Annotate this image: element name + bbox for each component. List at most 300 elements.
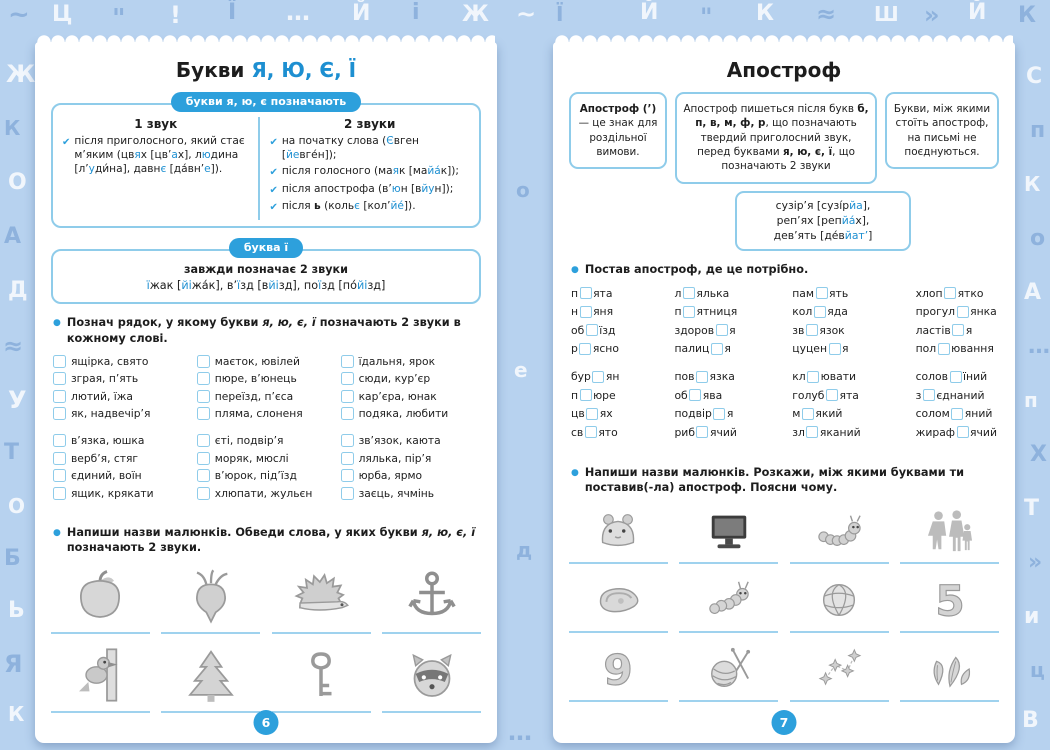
word-part: кол (792, 305, 813, 319)
answer-checkbox[interactable] (53, 372, 66, 385)
word-part: цуцен (792, 342, 828, 356)
rule-item (62, 135, 249, 177)
word-part: р (571, 342, 578, 356)
word-pair-item (197, 469, 335, 482)
apostrophe-word (916, 370, 997, 383)
word-part: ятниця (696, 305, 738, 319)
answer-checkbox[interactable] (197, 372, 210, 385)
apostrophe-word (674, 305, 737, 318)
task-instruction (571, 465, 997, 496)
answer-checkbox[interactable] (341, 355, 354, 368)
decor-letter: К (4, 116, 21, 140)
apostrophe-gap-box[interactable] (592, 371, 604, 383)
word-pair-label: в’юрок, під’їзд (214, 469, 297, 483)
apostrophe-gap-box[interactable] (711, 343, 723, 355)
task-instruction (571, 262, 997, 279)
word-part: яня (593, 305, 614, 319)
word-part: я (965, 323, 973, 337)
apostrophe-gap-box[interactable] (696, 371, 708, 383)
ball-icon (816, 577, 862, 623)
answer-write-line[interactable] (900, 628, 999, 633)
answer-checkbox[interactable] (197, 355, 210, 368)
decor-letter: і (412, 0, 420, 25)
word-part: зв (792, 323, 805, 337)
svg-text:5: 5 (934, 577, 965, 624)
apostrophe-word (571, 370, 619, 383)
word-pair-label: маєток, ювілей (214, 354, 300, 368)
decor-letter: О (8, 494, 26, 518)
word-part: ячий (709, 425, 737, 439)
right-picture-exercise (569, 508, 999, 702)
word-pair-label: пюре, в’юнець (214, 372, 297, 386)
word-pair-item (197, 487, 335, 500)
apostrophe-rule-box: Апостроф пишеться після букв б, п, в, м, ф, р, що позначають твердий приголосний звук, перед буквами я, ю, є, ї, що позначають 2 звуки (675, 92, 877, 184)
word-part: здоров (674, 323, 715, 337)
two-sounds-header: 2 звуки (343, 117, 396, 131)
answer-write-line[interactable] (790, 559, 889, 564)
apostrophe-word (571, 324, 619, 337)
answer-checkbox[interactable] (197, 452, 210, 465)
hedgehog-icon (293, 568, 349, 624)
decor-letter: О (8, 170, 27, 195)
apostrophe-word (792, 287, 860, 300)
answer-checkbox[interactable] (341, 390, 354, 403)
apostrophe-gap-box[interactable] (950, 371, 962, 383)
apostrophe-word (792, 407, 860, 420)
word-part: їний (963, 370, 988, 384)
word-pair-label: єті, подвір’я (214, 434, 284, 448)
title-letters: Я, Ю, Є, Ї (251, 58, 357, 82)
answer-write-line[interactable] (790, 628, 889, 633)
answer-checkbox[interactable] (341, 487, 354, 500)
rule-badge-yi: буква ї (229, 238, 303, 258)
apostrophe-gap-box[interactable] (580, 287, 592, 299)
word-part: пов (674, 370, 695, 384)
task-bullet-icon: ● (53, 318, 61, 329)
word-pair-item (197, 355, 335, 368)
answer-write-line[interactable] (272, 629, 371, 634)
apostrophe-gap-box[interactable] (689, 389, 701, 401)
apostrophe-word (674, 426, 737, 439)
apostrophe-gap-box[interactable] (816, 287, 828, 299)
answer-write-line[interactable] (161, 629, 260, 634)
apostrophe-gap-box[interactable] (585, 426, 597, 438)
word-pair-label: заєць, ячмінь (358, 486, 435, 500)
check-icon: ✔ (269, 202, 278, 214)
apple-icon (72, 568, 128, 624)
word-part: ячий (970, 425, 997, 439)
answer-write-line[interactable] (382, 629, 481, 634)
word-pair-label: як, надвечір’я (71, 407, 151, 421)
apostrophe-word (674, 342, 737, 355)
task-bullet-icon: ● (53, 527, 61, 538)
family-image-cell (900, 508, 999, 564)
monitor-icon (706, 508, 752, 554)
leaves-image-cell (900, 646, 999, 702)
answer-checkbox[interactable] (197, 487, 210, 500)
apostrophe-gap-box[interactable] (580, 306, 592, 318)
word-part: зл (792, 425, 805, 439)
decor-letter: У (8, 386, 27, 414)
apostrophe-word-grid (571, 287, 997, 454)
answer-checkbox[interactable] (53, 487, 66, 500)
decor-letter: п (1024, 388, 1038, 412)
rule-item-text: після ь (кольє [кол’йе́]). (281, 200, 416, 213)
answer-write-line[interactable] (569, 697, 668, 702)
page-title-right: Апостроф (726, 58, 842, 82)
apostrophe-gap-box[interactable] (683, 306, 695, 318)
word-pair-label: лялька, пір’я (358, 451, 432, 465)
apostrophe-word (571, 407, 619, 420)
decor-letter: п (1030, 118, 1046, 143)
hamster-image-cell (569, 508, 668, 564)
anchor-image-cell (382, 568, 481, 634)
decor-letter: ~ (516, 0, 537, 28)
answer-checkbox[interactable] (53, 390, 66, 403)
decor-letter: С (1026, 64, 1043, 89)
apostrophe-word (792, 324, 860, 337)
word-part: ластів (915, 323, 951, 337)
apostrophe-word (916, 342, 997, 355)
apostrophe-gap-box[interactable] (586, 408, 598, 420)
word-pair-label: сюди, кур’єр (358, 372, 431, 386)
word-pair-label: юрба, ярмо (358, 469, 423, 483)
sounds-rule-box (51, 103, 481, 228)
woodpecker-icon (72, 647, 128, 703)
word-part: ява (702, 388, 723, 402)
answer-checkbox[interactable] (341, 452, 354, 465)
apostrophe-word (792, 342, 860, 355)
word-pair-label: переїзд, п’єса (214, 389, 294, 403)
apostrophe-gap-box[interactable] (802, 408, 814, 420)
yarn-image-cell (679, 646, 778, 702)
word-part: риб (674, 425, 695, 439)
answer-write-line[interactable] (51, 629, 150, 634)
word-pair-item (197, 452, 335, 465)
word-part: подвір (674, 407, 712, 421)
apostrophe-gap-box[interactable] (957, 306, 969, 318)
word-part: прогул (915, 305, 956, 319)
apostrophe-definition-box: Апостроф (’) — це знак для роздільної вимови. (569, 92, 667, 169)
apostrophe-word (792, 305, 860, 318)
word-part: п (571, 286, 579, 300)
right-page (553, 42, 1015, 743)
number-five-image-cell (900, 577, 999, 633)
decor-letter: е (514, 358, 528, 382)
apostrophe-gap-box[interactable] (938, 343, 950, 355)
apostrophe-gap-box[interactable] (586, 324, 598, 336)
apostrophe-info-row (569, 92, 999, 184)
apostrophe-gap-box[interactable] (580, 389, 592, 401)
decor-letter: Й (968, 0, 987, 25)
word-part: м (792, 407, 801, 421)
word-part: яда (827, 305, 848, 319)
word-part: ювання (951, 342, 994, 356)
yarn-icon (706, 646, 752, 692)
word-pair-item (341, 487, 479, 500)
apostrophe-gap-box[interactable] (814, 306, 826, 318)
task-text: Напиши назви малюнків. Обведи слова, у яких букви я, ю, є, ї позначають 2 звуки. (66, 525, 476, 555)
fir-tree-image-cell (161, 647, 260, 713)
number-nine-icon (595, 646, 641, 692)
word-pair-item (197, 407, 335, 420)
word-part: я (724, 342, 731, 356)
apostrophe-word (674, 324, 737, 337)
word-pair-item (341, 372, 479, 385)
apostrophe-word (792, 370, 860, 383)
number-nine-image-cell (569, 646, 668, 702)
check-icon: ✔ (269, 184, 278, 196)
word-part: н (571, 305, 579, 319)
decor-letter: Х (1030, 442, 1047, 467)
decor-letter: А (4, 224, 22, 249)
worm-image-cell (790, 508, 889, 564)
page-number: 6 (254, 710, 279, 735)
yi-rule-line1: завжди позначає 2 звуки (184, 262, 348, 276)
word-pair-item (341, 355, 479, 368)
word-pair-item (53, 452, 191, 465)
word-pair-label: моряк, мюслі (214, 451, 289, 465)
decor-letter: К (1018, 3, 1036, 28)
decor-letter: ц (1030, 658, 1045, 682)
word-part: єднаний (936, 388, 985, 402)
hedgehog-image-cell (272, 568, 371, 634)
word-part: палиц (674, 342, 710, 356)
word-part: голуб (792, 388, 825, 402)
word-part: язка (709, 370, 735, 384)
task-instruction (53, 525, 479, 556)
title-prefix: Букви (175, 58, 252, 82)
meat-icon (595, 577, 641, 623)
word-pair-label: подяка, любити (358, 407, 449, 421)
word-part: язок (819, 323, 845, 337)
task-bullet-icon: ● (571, 264, 579, 275)
word-part: пол (915, 342, 937, 356)
word-part: цв (571, 407, 585, 421)
rule-badge-letters: букви я, ю, є позначають (171, 92, 362, 112)
word-pair-item (341, 434, 479, 447)
answer-checkbox[interactable] (197, 407, 210, 420)
rule-item-text: після приголосного, який стає м’яким (цвях [цв’ах], людина [л’уди́на], давнє [да́вн’е]). (74, 135, 245, 175)
apostrophe-gap-box[interactable] (713, 408, 725, 420)
apostrophe-gap-box[interactable] (951, 408, 963, 420)
svg-text:9: 9 (603, 646, 634, 693)
key-icon (293, 647, 349, 703)
word-pair-item (53, 434, 191, 447)
apostrophe-gap-box[interactable] (683, 287, 695, 299)
word-pair-item (53, 407, 191, 420)
example-line: сузір’я [сузі́рйа], (775, 198, 871, 212)
apostrophe-gap-box[interactable] (807, 371, 819, 383)
word-pair-label: пляма, слоненя (214, 407, 303, 421)
decor-letter: ≈ (3, 332, 24, 360)
word-pair-item (341, 407, 479, 420)
decor-letter: » (924, 1, 940, 29)
answer-checkbox[interactable] (53, 407, 66, 420)
decor-letter: Ь (8, 598, 25, 623)
apostrophe-gap-box[interactable] (952, 324, 964, 336)
decor-letter: А (1024, 280, 1042, 305)
decor-letter: … (286, 0, 310, 26)
answer-checkbox[interactable] (341, 434, 354, 447)
answer-checkbox[interactable] (197, 390, 210, 403)
decor-letter: Я (4, 650, 23, 678)
apostrophe-word (571, 287, 619, 300)
answer-write-line[interactable] (51, 708, 150, 713)
example-line: дев’ять [де́вйат’] (773, 229, 873, 243)
constellation-icon (816, 646, 862, 692)
fir-tree-icon (183, 647, 239, 703)
word-pair-item (53, 390, 191, 403)
word-part: янка (970, 305, 997, 319)
word-part: л (674, 286, 682, 300)
decor-letter: К (1024, 172, 1041, 196)
word-pair-item (341, 469, 479, 482)
check-icon: ✔ (62, 137, 71, 148)
apostrophe-gap-box[interactable] (696, 426, 708, 438)
answer-write-line[interactable] (272, 708, 371, 713)
word-part: з (915, 388, 922, 402)
apostrophe-word (674, 407, 737, 420)
apostrophe-word (792, 389, 860, 402)
beet-icon (183, 568, 239, 624)
decor-letter: Ц (52, 2, 73, 27)
answer-write-line[interactable] (382, 708, 481, 713)
apostrophe-word (916, 389, 997, 402)
decor-letter: К (8, 702, 25, 726)
one-sound-header: 1 звук (134, 117, 178, 131)
decor-letter: Й (352, 1, 371, 26)
word-part: я (726, 407, 734, 421)
word-pair-label: лютий, їжа (71, 389, 133, 403)
answer-write-line[interactable] (569, 559, 668, 564)
constellation-image-cell (790, 646, 889, 702)
word-part: ян (605, 370, 620, 384)
task-text: Напиши назви малюнків. Розкажи, між якими буквами ти поставив(-ла) апостроф. Поясни чому. (584, 465, 965, 495)
word-pair-item (197, 372, 335, 385)
answer-write-line[interactable] (679, 628, 778, 633)
answer-checkbox[interactable] (197, 469, 210, 482)
left-page (35, 42, 497, 743)
decor-letter: Д (8, 278, 28, 303)
answer-checkbox[interactable] (197, 434, 210, 447)
answer-checkbox[interactable] (341, 372, 354, 385)
answer-checkbox[interactable] (341, 469, 354, 482)
answer-write-line[interactable] (679, 697, 778, 702)
answer-checkbox[interactable] (53, 434, 66, 447)
decor-letter: " (112, 4, 126, 34)
word-pair-item (197, 390, 335, 403)
word-part: я (842, 342, 849, 356)
word-pair-label: єдиний, воїн (71, 469, 142, 483)
word-pair-item (197, 434, 335, 447)
word-part: пам (792, 286, 815, 300)
apostrophe-word (916, 324, 997, 337)
left-picture-exercise (51, 568, 481, 713)
word-part: який (815, 407, 843, 421)
word-pair-item (53, 355, 191, 368)
apostrophe-gap-box[interactable] (826, 389, 838, 401)
apostrophe-word (916, 287, 997, 300)
word-part: об (674, 388, 688, 402)
decor-letter: Б (4, 546, 21, 571)
word-pair-item (53, 487, 191, 500)
beet-image-cell (161, 568, 260, 634)
word-pair-label: зграя, п’ять (71, 372, 139, 386)
answer-write-line[interactable] (900, 559, 999, 564)
word-pair-item (341, 452, 479, 465)
word-part: кл (792, 370, 806, 384)
task-bullet-icon: ● (571, 467, 579, 478)
apostrophe-letters-box: Букви, між якими стоїть апостроф, на письмі не поєднуються. (885, 92, 999, 169)
apostrophe-word (571, 426, 619, 439)
apostrophe-gap-box[interactable] (806, 324, 818, 336)
answer-write-line[interactable] (161, 708, 260, 713)
decor-letter: … (1028, 334, 1050, 359)
apostrophe-gap-box[interactable] (829, 343, 841, 355)
task-instruction (53, 315, 479, 346)
example-line: реп’ях [репйа́х], (776, 214, 870, 228)
apostrophe-gap-box[interactable] (957, 426, 969, 438)
apostrophe-gap-box[interactable] (716, 324, 728, 336)
answer-write-line[interactable] (790, 697, 889, 702)
word-part: п (571, 388, 579, 402)
apostrophe-word (571, 342, 619, 355)
word-pair-label: верб’я, стяг (71, 451, 139, 465)
decor-letter: Ж (462, 2, 489, 27)
word-part: ята (593, 286, 613, 300)
apostrophe-gap-box[interactable] (923, 389, 935, 401)
number-five-icon (927, 577, 973, 623)
answer-checkbox[interactable] (341, 407, 354, 420)
task-text: Постав апостроф, де це потрібно. (584, 262, 809, 276)
decor-letter: Ш (874, 2, 899, 26)
word-part: ялька (696, 286, 730, 300)
check-icon: ✔ (269, 137, 278, 148)
raccoon-image-cell (382, 647, 481, 713)
leaves-icon (927, 646, 973, 692)
answer-write-line[interactable] (679, 559, 778, 564)
word-part: хлоп (915, 286, 943, 300)
answer-write-line[interactable] (569, 628, 668, 633)
apostrophe-gap-box[interactable] (806, 426, 818, 438)
apostrophe-gap-box[interactable] (944, 287, 956, 299)
apostrophe-gap-box[interactable] (579, 343, 591, 355)
page-number: 7 (772, 710, 797, 735)
word-pair-item (341, 390, 479, 403)
word-pair-label: ящірка, свято (71, 354, 149, 368)
decor-letter: Т (1024, 496, 1040, 521)
word-pair-label: в’язка, юшка (71, 434, 145, 448)
decor-letter: Ї (556, 2, 564, 26)
two-sounds-column (258, 117, 479, 220)
apostrophe-word (571, 389, 619, 402)
decor-letter: " (700, 3, 713, 31)
apostrophe-examples-box (735, 191, 911, 251)
word-pair-label: ящик, крякати (71, 486, 154, 500)
caterpillar-icon (706, 577, 752, 623)
word-part: ята (839, 388, 859, 402)
answer-checkbox[interactable] (53, 355, 66, 368)
apostrophe-word (571, 305, 619, 318)
checkbox-grid (53, 355, 479, 514)
answer-checkbox[interactable] (53, 469, 66, 482)
rule-item (269, 200, 470, 215)
answer-checkbox[interactable] (53, 452, 66, 465)
answer-write-line[interactable] (900, 697, 999, 702)
word-part: солов (915, 370, 949, 384)
word-part: п (674, 305, 682, 319)
